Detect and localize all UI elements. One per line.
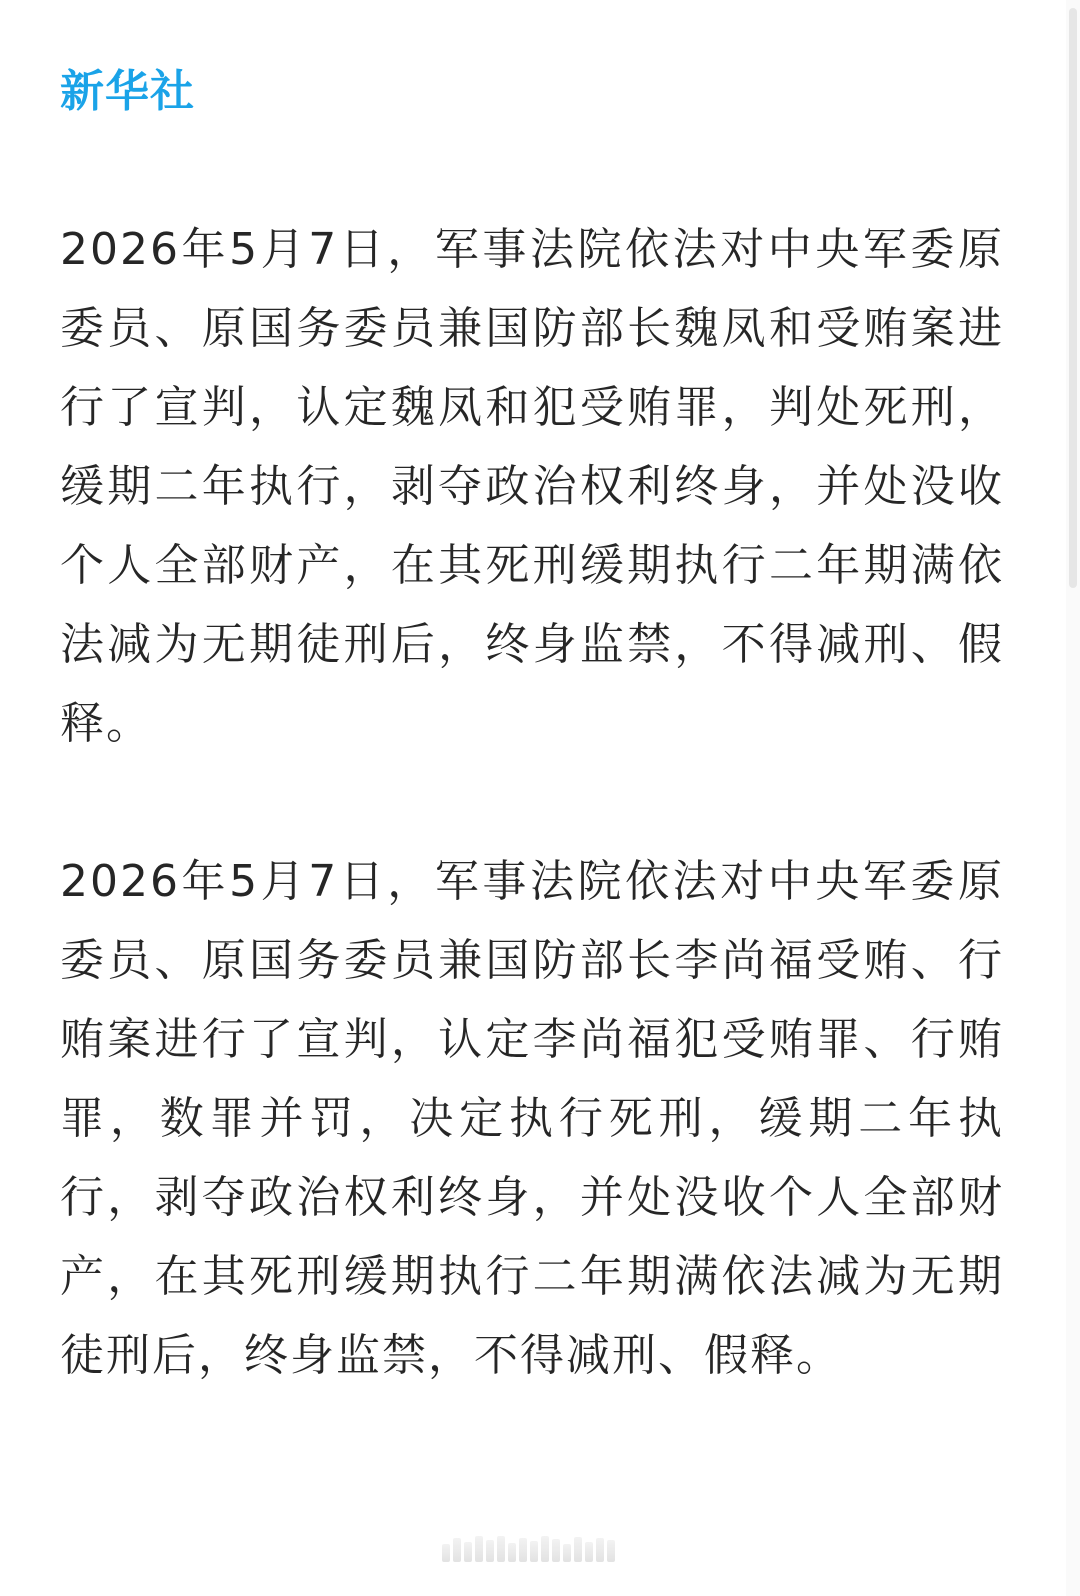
article-paragraph-1: 2026年5月7日，军事法院依法对中央军委原委员、原国务委员兼国防部长魏凤和受贿案进行了宣判，认定魏凤和犯受贿罪，判处死刑，缓期二年执行，剥夺政治权利终身，并处没收个人全部财产，在其死刑缓期执行二年期满依法减为无期徒刑后，终身监禁，不得减刑、假释。: [60, 224, 1004, 749]
article-body: [60, 210, 1004, 1395]
scrollbar-thumb[interactable]: [1069, 8, 1077, 588]
source-label: 新华社: [60, 66, 195, 117]
scrollbar[interactable]: [1066, 0, 1080, 1596]
watermark-logo: [442, 1536, 615, 1562]
article-paragraph-2: 2026年5月7日，军事法院依法对中央军委原委员、原国务委员兼国防部长李尚福受贿、行贿案进行了宣判，认定李尚福犯受贿罪、行贿罪，数罪并罚，决定执行死刑，缓期二年执行，剥夺政治权利终身，并处没收个人全部财产，在其死刑缓期执行二年期满依法减为无期徒刑后，终身监禁，不得减刑、假释。: [60, 856, 1004, 1381]
